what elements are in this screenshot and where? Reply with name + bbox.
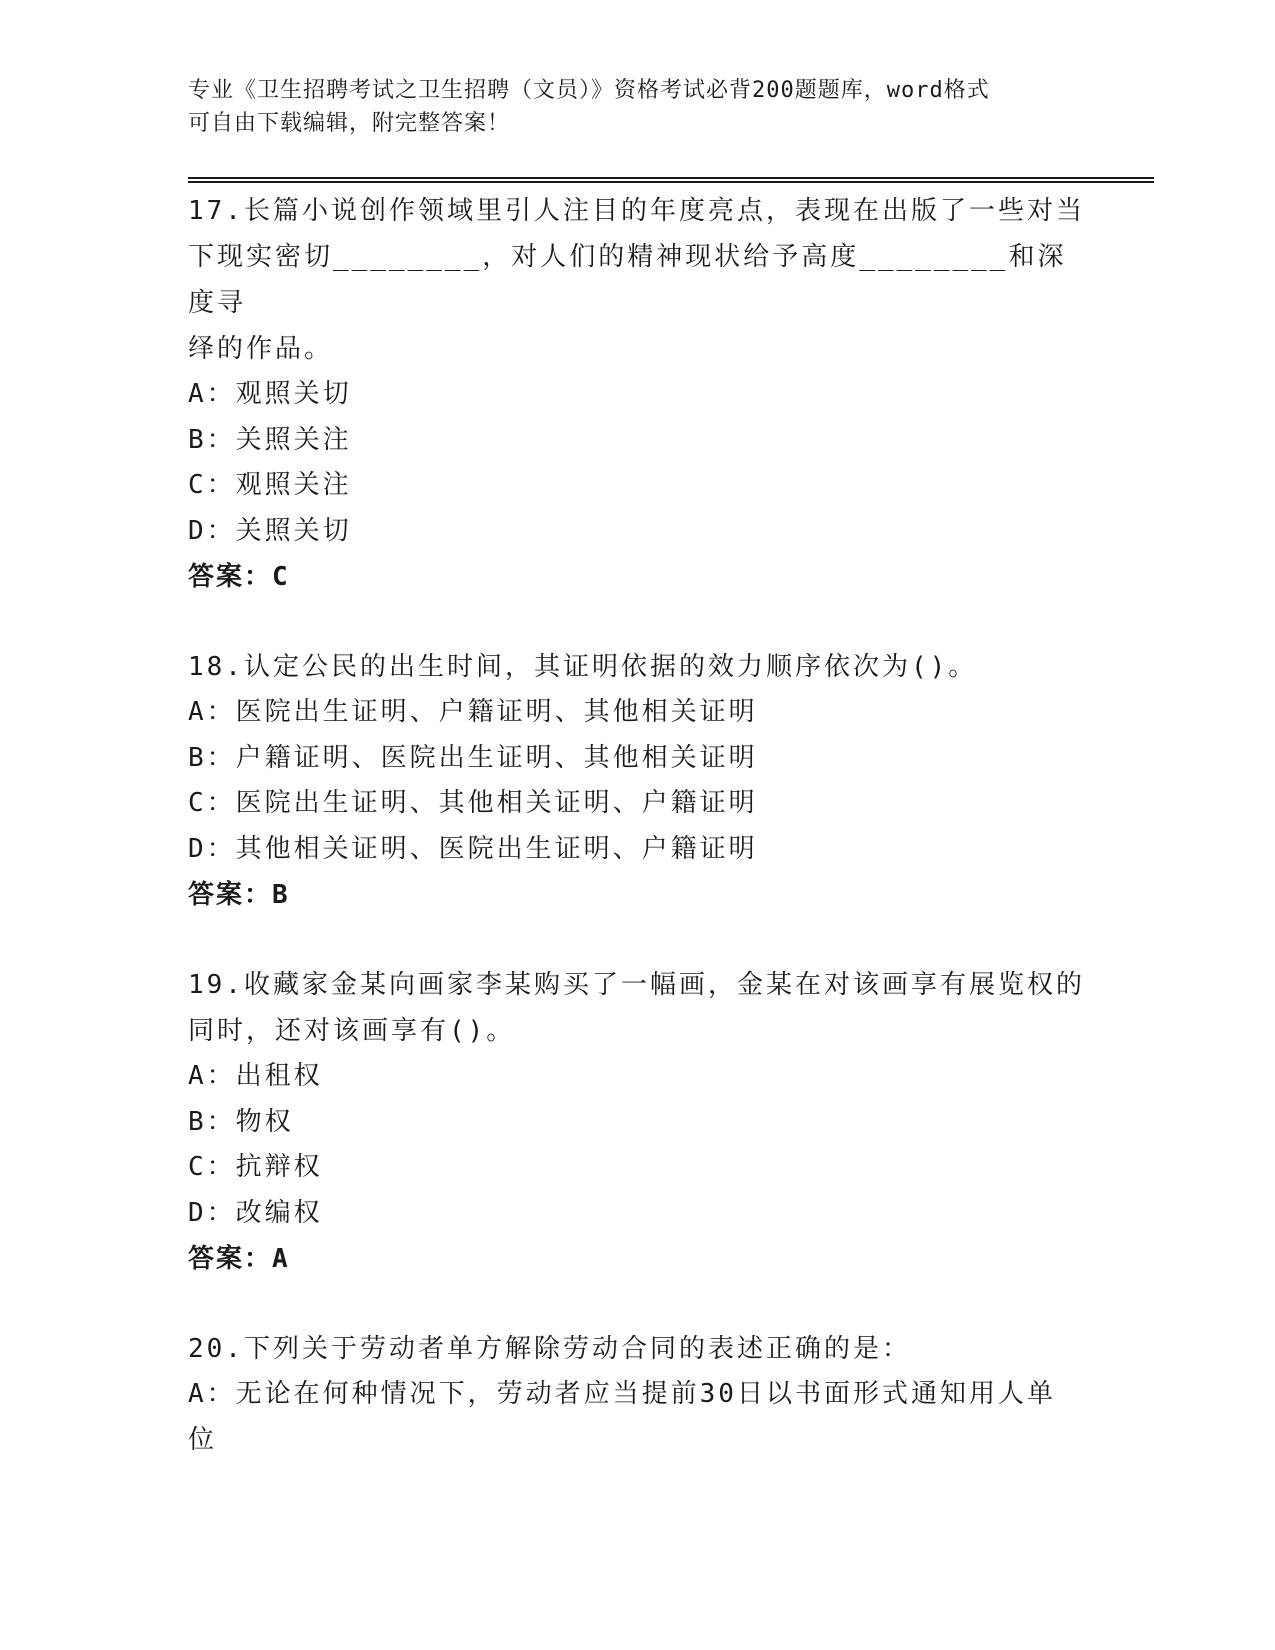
header-divider-bottom <box>188 181 1154 183</box>
option-c: C：抗辩权 <box>188 1152 323 1182</box>
question-stem-line: 19.收藏家金某向画家李某购买了一幅画，金某在对该画享有展览权的 <box>188 970 1085 1000</box>
question-17 <box>188 188 1088 600</box>
header-divider-top <box>188 177 1154 179</box>
question-18 <box>188 644 1088 918</box>
option-d: D：关照关切 <box>188 515 352 546</box>
answer-label: 答案：C <box>188 562 290 592</box>
header-line-2: 可自由下载编辑，附完整答案！ <box>188 111 511 136</box>
answer-label: 答案：B <box>188 880 290 910</box>
option-a: A：医院出生证明、户籍证明、其他相关证明 <box>188 697 758 727</box>
question-stem-line: 绎的作品。 <box>188 334 334 364</box>
option-d: D：其他相关证明、医院出生证明、户籍证明 <box>188 833 758 864</box>
option-b: B：户籍证明、医院出生证明、其他相关证明 <box>188 742 758 773</box>
question-stem-line: 同时，还对该画享有()。 <box>188 1016 516 1046</box>
option-d: D：改编权 <box>188 1197 323 1228</box>
header-line-1: 专业《卫生招聘考试之卫生招聘（文员）》资格考试必背200题题库，word格式 <box>188 78 990 103</box>
option-c: C：观照关注 <box>188 470 352 500</box>
question-stem-line: 下现实密切________，对人们的精神现状给予高度________和深度寻 <box>188 242 1067 318</box>
option-a: A：观照关切 <box>188 379 352 409</box>
question-stem-line: 17.长篇小说创作领域里引人注目的年度亮点，表现在出版了一些对当 <box>188 196 1085 226</box>
option-a: A：无论在何种情况下，劳动者应当提前30日以书面形式通知用人单 <box>188 1379 1056 1409</box>
question-stem-line: 18.认定公民的出生时间，其证明依据的效力顺序依次为()。 <box>188 652 978 682</box>
option-a-continued: 位 <box>188 1424 218 1455</box>
question-20 <box>188 1326 1088 1463</box>
question-stem-line: 20.下列关于劳动者单方解除劳动合同的表述正确的是： <box>188 1334 911 1364</box>
option-b: B：物权 <box>188 1106 294 1137</box>
option-b: B：关照关注 <box>188 424 352 455</box>
document-header <box>188 74 1068 140</box>
question-list <box>188 188 1088 1507</box>
question-19 <box>188 962 1088 1282</box>
option-c: C：医院出生证明、其他相关证明、户籍证明 <box>188 788 758 818</box>
answer-label: 答案：A <box>188 1244 290 1274</box>
option-a: A：出租权 <box>188 1061 323 1091</box>
